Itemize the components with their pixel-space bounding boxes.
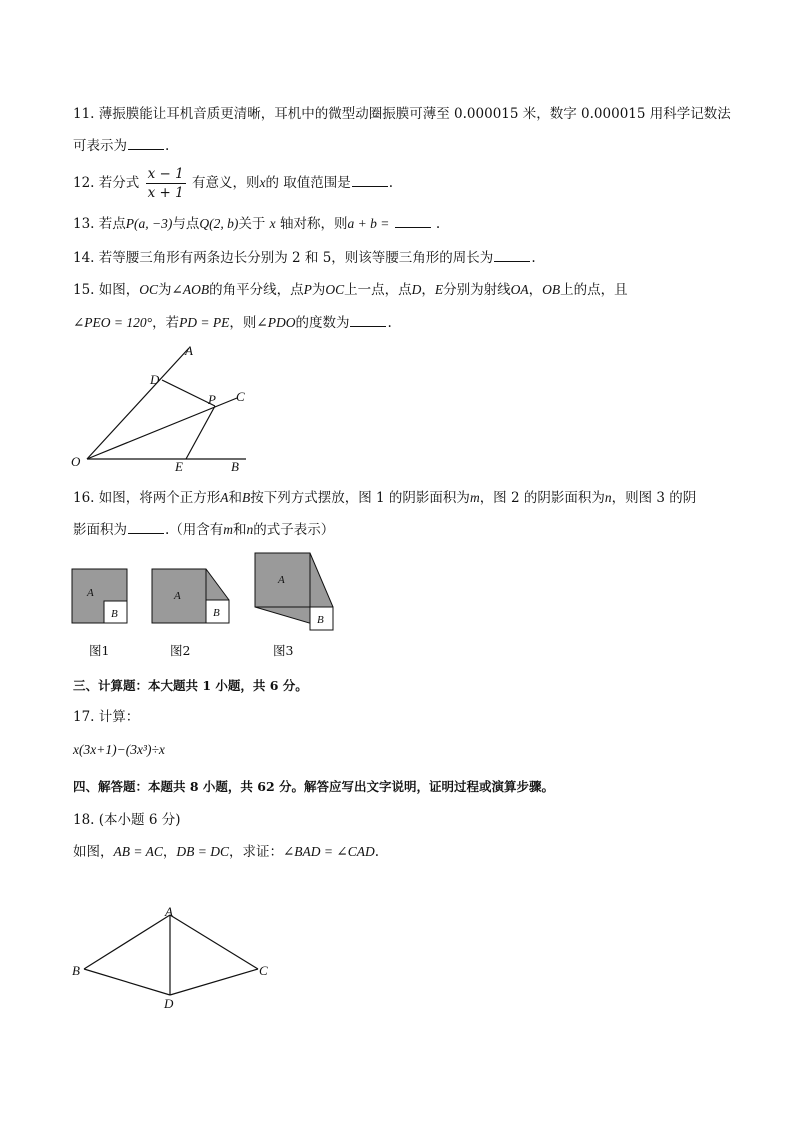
q15-oc: OC <box>139 282 159 297</box>
ray-oa <box>87 348 189 459</box>
label-o: O <box>71 454 81 469</box>
q17-expression: x(3x+1)−(3x³)÷x <box>73 742 165 757</box>
q16-t8: 和 <box>233 522 247 538</box>
section-3-title: 三、计算题：本大题共 1 小题，共 6 分。 <box>73 678 308 693</box>
q13-prefix: 13. 若点 <box>73 216 126 232</box>
label-d: D <box>150 372 160 387</box>
point-q: Q(2, b) <box>199 216 239 231</box>
q12-mid: 有意义，则 <box>191 175 260 191</box>
segment-ac <box>170 915 258 969</box>
label-c: C <box>236 389 245 404</box>
q15-d: D <box>411 282 422 297</box>
q13-expr: a + b = <box>347 216 390 231</box>
q16-line1 <box>73 488 696 508</box>
label-b: B <box>72 963 80 978</box>
fraction-denominator: x + 1 <box>147 185 184 201</box>
q16-t9: 的式子表示） <box>253 522 335 538</box>
q15-aob: ∠AOB <box>171 282 210 297</box>
q14-end: . <box>531 250 536 266</box>
q15-t2: 为 <box>158 282 172 298</box>
segment-cd <box>170 969 258 995</box>
q16-m: m <box>469 490 480 505</box>
answer-blank[interactable] <box>128 135 164 150</box>
q15-t3: 的角平分线，点 <box>209 282 304 298</box>
q15-t8: ， <box>528 282 543 298</box>
q12-end: . <box>388 175 394 191</box>
q12-line <box>73 164 393 202</box>
q16-figure-3 <box>254 552 338 634</box>
fraction-numerator: x − 1 <box>147 166 184 182</box>
q18-title: 18. (本小题 6 分) <box>73 812 181 828</box>
q15-line2 <box>73 312 392 333</box>
q13-mid: 与点 <box>172 216 200 232</box>
q18-goal: ∠BAD = ∠CAD <box>282 844 375 859</box>
label-p: P <box>208 392 216 407</box>
label-a: A <box>174 590 181 602</box>
q11-line1: 11. 薄振膜能让耳机音质更清晰，耳机中的微型动圈振膜可薄至 0.000015 米，数字 0.000015 用科学记数法 <box>73 106 731 122</box>
q16-line2 <box>73 519 334 540</box>
point-p: P(a, −3) <box>125 216 173 231</box>
q16-m2: m <box>223 522 234 537</box>
q18-c1: AB = AC <box>113 844 163 859</box>
label-d: D <box>164 996 174 1011</box>
q15-ob: OB <box>542 282 561 297</box>
section-4-title: 四、解答题：本题共 8 小题，共 62 分。解答应写出文字说明，证明过程或演算步骤。 <box>73 779 555 794</box>
fig2-caption: 图2 <box>170 643 191 658</box>
q15-figure <box>65 338 265 478</box>
answer-blank[interactable] <box>494 247 530 262</box>
answer-blank[interactable] <box>395 213 431 228</box>
q15-pdpe: PD = PE <box>179 315 230 330</box>
q18-figure <box>65 900 285 1015</box>
q16-t2: 和 <box>228 490 243 506</box>
q16-t4: ，图 2 的阴影面积为 <box>479 490 605 506</box>
q13-axis: x <box>269 216 276 231</box>
q11-line2 <box>73 135 169 156</box>
fig1-caption: 图1 <box>89 643 110 658</box>
q16-t3: 按下列方式摆放，图 1 的阴影面积为 <box>250 490 470 506</box>
label-a: A <box>278 574 285 586</box>
q15-line1 <box>73 280 628 300</box>
q18-t2: ， <box>162 844 177 860</box>
answer-blank[interactable] <box>350 312 386 327</box>
q16-b: B <box>242 490 251 505</box>
q15-oa: OA <box>510 282 529 297</box>
q16-t6: 影面积为 <box>73 522 127 538</box>
label-c: C <box>259 963 268 978</box>
label-a: A <box>185 343 193 358</box>
label-a: A <box>87 587 94 599</box>
q16-t1: 16. 如图，将两个正方形 <box>73 490 221 506</box>
label-a: A <box>165 904 173 919</box>
q13-post2: 轴对称，则 <box>279 216 348 232</box>
q15-t1: 15. 如图， <box>73 282 140 298</box>
label-b: B <box>111 608 118 620</box>
q15-pdo: ∠PDO <box>256 315 296 330</box>
fig3-caption: 图3 <box>273 643 294 658</box>
q12-post: 的 取值范围是 <box>265 175 351 191</box>
q15-t12: 的度数为 <box>295 315 350 331</box>
q16-a: A <box>220 490 229 505</box>
label-b: B <box>317 614 324 626</box>
answer-blank[interactable] <box>352 172 388 187</box>
q18-t3: ，求证： <box>228 844 283 860</box>
q15-end: . <box>387 315 392 331</box>
q14-text: 14. 若等腰三角形有两条边长分别为 2 和 5，则该等腰三角形的周长为 <box>73 250 494 266</box>
q18-statement <box>73 842 379 862</box>
q15-t4: 为 <box>311 282 326 298</box>
q15-peo: ∠PEO = 120° <box>73 315 153 330</box>
q13-line <box>73 213 440 234</box>
q12-fraction <box>146 165 186 202</box>
q12-prefix: 12. 若分式 <box>73 175 140 191</box>
q11-prefix: 可表示为 <box>73 138 127 154</box>
segment-bd <box>84 969 170 995</box>
q15-t6: ， <box>421 282 435 298</box>
q15-oc2: OC <box>325 282 345 297</box>
q18-t1: 如图， <box>73 844 114 860</box>
q11-end: . <box>165 138 170 154</box>
q15-t10: ，若 <box>152 315 180 331</box>
label-e: E <box>175 459 183 474</box>
q15-p: P <box>303 282 312 297</box>
label-b: B <box>213 607 220 619</box>
q16-t7: .（用含有 <box>165 522 224 538</box>
q16-figure-2 <box>151 568 233 626</box>
q18-c2: DB = DC <box>176 844 229 859</box>
q15-t11: ，则 <box>229 315 257 331</box>
q12-var: x <box>259 175 266 190</box>
label-b: B <box>231 459 239 474</box>
q15-t7: 分别为射线 <box>443 282 511 298</box>
segment-pe <box>186 406 215 459</box>
q16-n2: n <box>246 522 254 537</box>
q15-e: E <box>434 282 444 297</box>
q15-t5: 上一点，点 <box>344 282 412 298</box>
segment-ab <box>84 915 170 969</box>
answer-blank[interactable] <box>128 519 164 534</box>
q18-end: . <box>374 844 379 860</box>
q17-title: 17. 计算： <box>73 709 140 725</box>
q16-t5: ，则图 3 的阴 <box>611 490 697 506</box>
q16-n: n <box>604 490 612 505</box>
q13-end: . <box>435 216 441 232</box>
q16-figure-1 <box>71 568 131 626</box>
q14-line <box>73 247 536 268</box>
q13-post: 关于 <box>238 216 266 232</box>
q15-t9: 上的点，且 <box>560 282 628 298</box>
